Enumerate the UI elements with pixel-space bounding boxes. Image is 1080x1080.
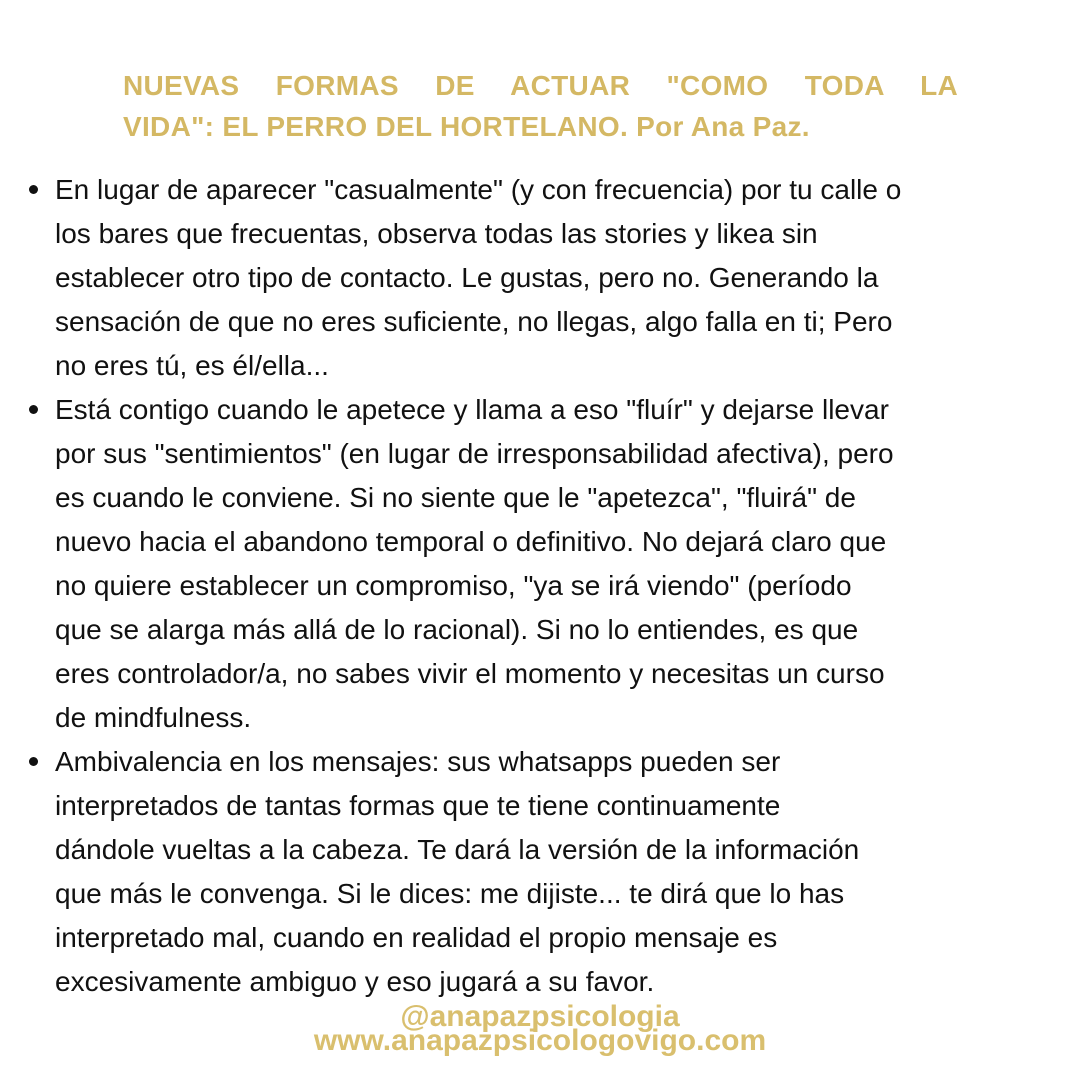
bullet-text-line: nuevo hacia el abandono temporal o definitivo. No dejará claro que xyxy=(55,526,887,557)
bullet-text-line: excesivamente ambiguo y eso jugará a su favor. xyxy=(55,966,655,997)
bullet-text-line: interpretados de tantas formas que te tiene continuamente xyxy=(55,790,781,821)
bullet-text-line: no quiere establecer un compromiso, "ya se irá viendo" (período xyxy=(55,570,852,601)
instagram-handle: @anapazpsicologia xyxy=(400,1000,680,1033)
bullet-text-line: es cuando le conviene. Si no siente que le "apetezca", "fluirá" de xyxy=(55,482,856,513)
bullet-dot-icon xyxy=(29,185,38,194)
bullet-text-line: eres controlador/a, no sabes vivir el momento y necesitas un curso xyxy=(55,658,885,689)
bullet-text-line: de mindfulness. xyxy=(55,702,252,733)
bullet-list xyxy=(0,168,1080,1004)
bullet-text-line: interpretado mal, cuando en realidad el propio mensaje es xyxy=(55,922,778,953)
bullet-text-line: Ambivalencia en los mensajes: sus whatsapps pueden ser xyxy=(55,746,781,777)
title-line-2: VIDA": EL PERRO DEL HORTELANO. Por Ana Paz. xyxy=(123,111,810,142)
bullet-text-line: que más le convenga. Si le dices: me dijiste... te dirá que lo has xyxy=(55,878,845,909)
title-line-1: NUEVAS FORMAS DE ACTUAR "COMO TODA LA xyxy=(123,70,958,101)
bullet-text-line: no eres tú, es él/ella... xyxy=(55,350,329,381)
bullet-text-line: que se alarga más allá de lo racional). Si no lo entiendes, es que xyxy=(55,614,859,645)
bullet-dot-icon xyxy=(29,405,38,414)
bullet-item xyxy=(0,168,1080,388)
bullet-text-line: los bares que frecuentas, observa todas las stories y likea sin xyxy=(55,218,818,249)
bullet-item xyxy=(0,388,1080,740)
bullet-text-line: sensación de que no eres suficiente, no llegas, algo falla en ti; Pero xyxy=(55,306,893,337)
bullet-text-line: dándole vueltas a la cabeza. Te dará la versión de la información xyxy=(55,834,860,865)
bullet-item xyxy=(0,740,1080,1004)
bullet-dot-icon xyxy=(29,757,38,766)
bullet-text-line: establecer otro tipo de contacto. Le gustas, pero no. Generando la xyxy=(55,262,879,293)
bullet-text-line: Está contigo cuando le apetece y llama a eso "fluír" y dejarse llevar xyxy=(55,394,889,425)
bullet-text-line: En lugar de aparecer "casualmente" (y con frecuencia) por tu calle o xyxy=(55,174,902,205)
website-link[interactable]: www.anapazpsicologovigo.com xyxy=(313,1024,767,1057)
bullet-text-line: por sus "sentimientos" (en lugar de irresponsabilidad afectiva), pero xyxy=(55,438,894,469)
